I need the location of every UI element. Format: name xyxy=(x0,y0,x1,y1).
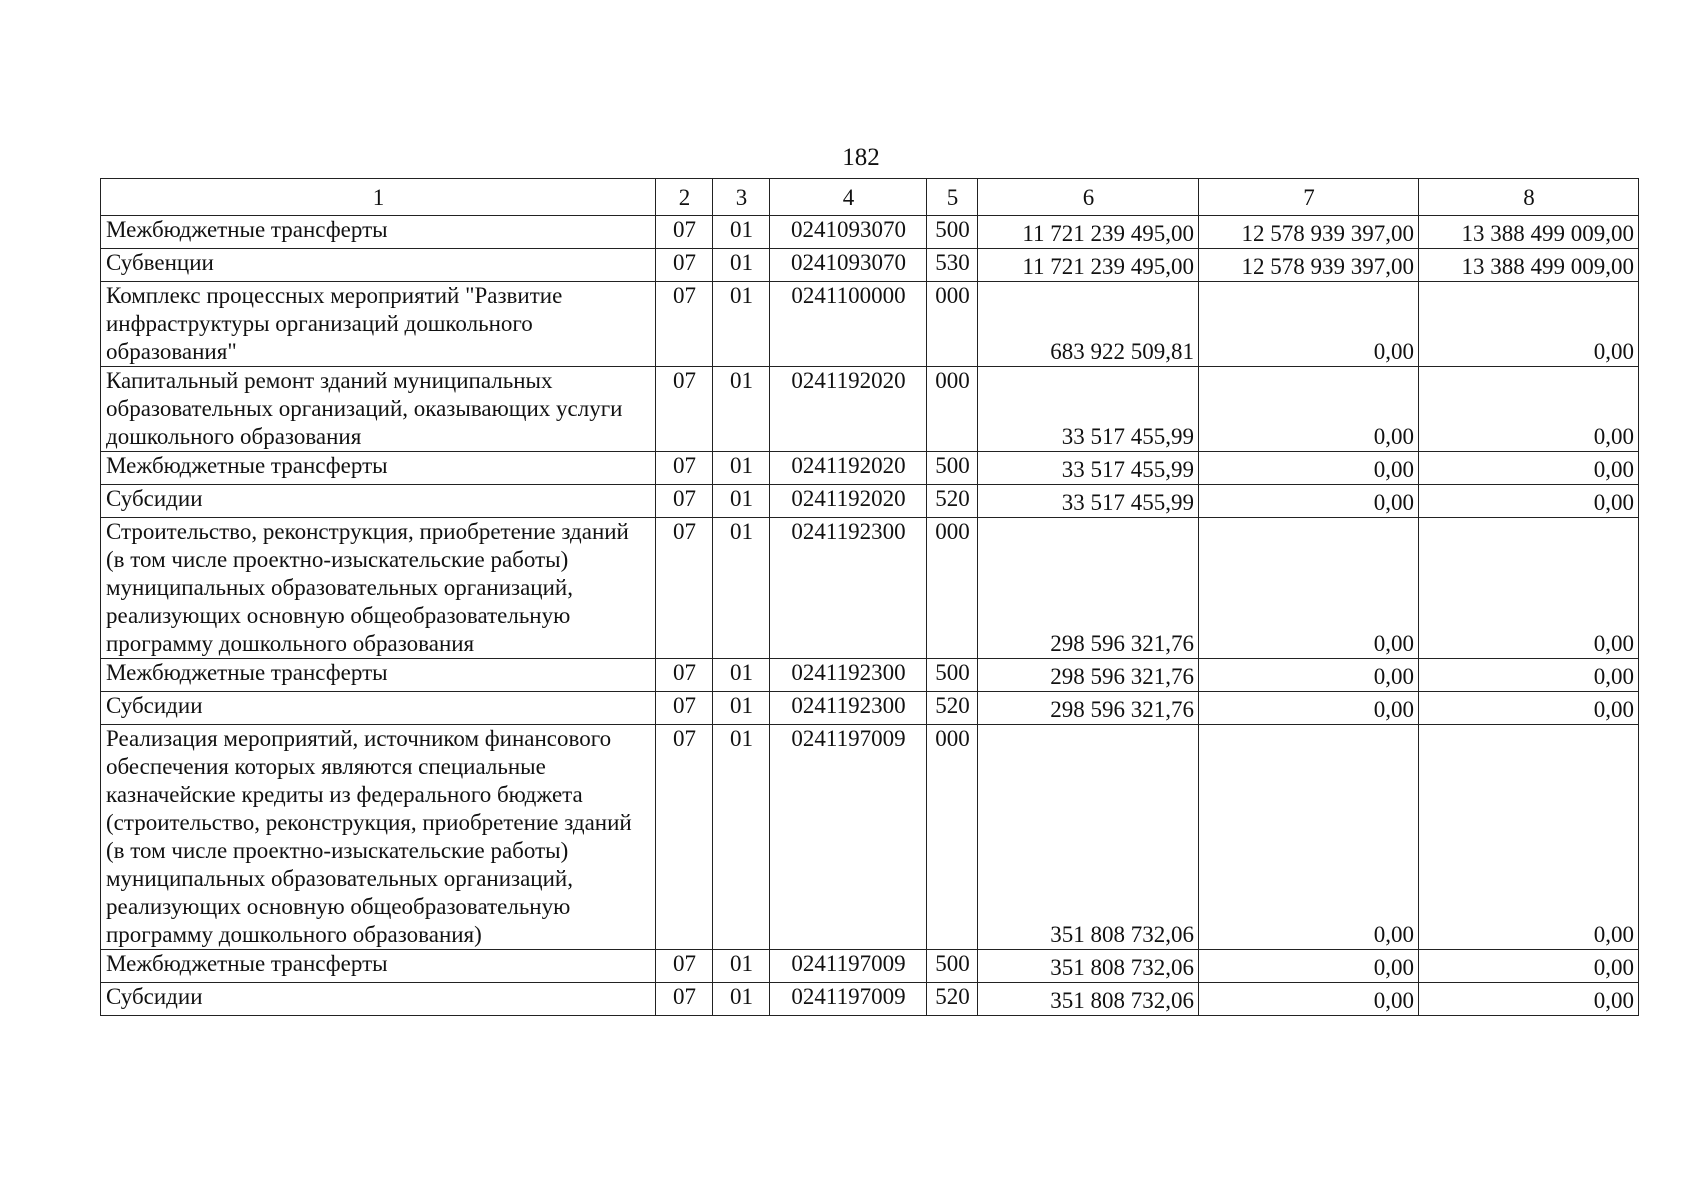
table-row xyxy=(101,367,1639,452)
table-row xyxy=(101,282,1639,367)
amount-value: 13 388 499 009,00 xyxy=(1461,221,1634,246)
section-code-cell: 07 xyxy=(656,518,713,659)
subsection-code-cell: 01 xyxy=(713,282,770,367)
table-row xyxy=(101,249,1639,282)
amount-col8-cell xyxy=(1419,485,1639,518)
target-article-cell: 0241197009 xyxy=(770,983,927,1016)
amount-value: 0,00 xyxy=(1593,424,1634,449)
amount-col8-cell xyxy=(1419,282,1639,367)
expense-type-cell: 000 xyxy=(927,282,978,367)
subsection-code-cell: 01 xyxy=(713,950,770,983)
amount-col8-cell xyxy=(1419,725,1639,950)
expense-name-cell: Комплекс процессных мероприятий "Развитие инфраструктуры организаций дошкольного образования" xyxy=(101,282,656,367)
amount-value: 0,00 xyxy=(1593,664,1634,689)
amount-col7-cell xyxy=(1199,367,1419,452)
section-code-cell: 07 xyxy=(656,950,713,983)
subsection-code-cell: 01 xyxy=(713,367,770,452)
expense-type-cell: 520 xyxy=(927,983,978,1016)
amount-col7-cell xyxy=(1199,659,1419,692)
amount-col6-cell xyxy=(978,659,1199,692)
column-header: 7 xyxy=(1199,179,1419,216)
subsection-code-cell: 01 xyxy=(713,452,770,485)
amount-value: 351 808 732,06 xyxy=(1050,922,1194,947)
expense-type-cell: 500 xyxy=(927,950,978,983)
amount-col8-cell xyxy=(1419,452,1639,485)
subsection-code-cell: 01 xyxy=(713,659,770,692)
amount-col6-cell xyxy=(978,692,1199,725)
column-header: 3 xyxy=(713,179,770,216)
target-article-cell: 0241192300 xyxy=(770,659,927,692)
table-row xyxy=(101,692,1639,725)
table-row xyxy=(101,950,1639,983)
amount-col6-cell xyxy=(978,518,1199,659)
column-header: 5 xyxy=(927,179,978,216)
table-row xyxy=(101,518,1639,659)
amount-col6-cell xyxy=(978,216,1199,249)
amount-col7-cell xyxy=(1199,216,1419,249)
amount-value: 0,00 xyxy=(1373,424,1414,449)
table-row xyxy=(101,983,1639,1016)
amount-value: 13 388 499 009,00 xyxy=(1461,254,1634,279)
amount-value: 0,00 xyxy=(1593,631,1634,656)
target-article-cell: 0241100000 xyxy=(770,282,927,367)
subsection-code-cell: 01 xyxy=(713,216,770,249)
amount-col7-cell xyxy=(1199,282,1419,367)
amount-value: 0,00 xyxy=(1373,490,1414,515)
table-row xyxy=(101,659,1639,692)
amount-col8-cell xyxy=(1419,518,1639,659)
amount-col6-cell xyxy=(978,249,1199,282)
amount-value: 298 596 321,76 xyxy=(1050,697,1194,722)
amount-value: 0,00 xyxy=(1593,922,1634,947)
subsection-code-cell: 01 xyxy=(713,725,770,950)
amount-col7-cell xyxy=(1199,452,1419,485)
column-header: 2 xyxy=(656,179,713,216)
amount-col6-cell xyxy=(978,485,1199,518)
subsection-code-cell: 01 xyxy=(713,518,770,659)
amount-col6-cell xyxy=(978,725,1199,950)
budget-table xyxy=(100,178,1639,1016)
amount-value: 298 596 321,76 xyxy=(1050,631,1194,656)
amount-value: 298 596 321,76 xyxy=(1050,664,1194,689)
column-header: 6 xyxy=(978,179,1199,216)
expense-type-cell: 500 xyxy=(927,216,978,249)
expense-type-cell: 520 xyxy=(927,485,978,518)
amount-col7-cell xyxy=(1199,249,1419,282)
target-article-cell: 0241197009 xyxy=(770,950,927,983)
amount-col8-cell xyxy=(1419,216,1639,249)
amount-col6-cell xyxy=(978,452,1199,485)
amount-value: 11 721 239 495,00 xyxy=(1022,221,1194,246)
amount-col8-cell xyxy=(1419,983,1639,1016)
expense-name-cell: Субсидии xyxy=(101,692,656,725)
target-article-cell: 0241192300 xyxy=(770,692,927,725)
amount-value: 12 578 939 397,00 xyxy=(1241,221,1414,246)
expense-type-cell: 000 xyxy=(927,725,978,950)
amount-value: 33 517 455,99 xyxy=(1061,457,1194,482)
target-article-cell: 0241197009 xyxy=(770,725,927,950)
section-code-cell: 07 xyxy=(656,983,713,1016)
table-row xyxy=(101,216,1639,249)
target-article-cell: 0241192020 xyxy=(770,452,927,485)
amount-value: 12 578 939 397,00 xyxy=(1241,254,1414,279)
table-row xyxy=(101,485,1639,518)
amount-value: 0,00 xyxy=(1373,988,1414,1013)
expense-name-cell: Межбюджетные трансферты xyxy=(101,950,656,983)
subsection-code-cell: 01 xyxy=(713,692,770,725)
column-header: 1 xyxy=(101,179,656,216)
amount-value: 0,00 xyxy=(1593,955,1634,980)
target-article-cell: 0241192300 xyxy=(770,518,927,659)
expense-name-cell: Субвенции xyxy=(101,249,656,282)
amount-col8-cell xyxy=(1419,659,1639,692)
expense-type-cell: 500 xyxy=(927,659,978,692)
amount-value: 0,00 xyxy=(1593,697,1634,722)
target-article-cell: 0241093070 xyxy=(770,249,927,282)
expense-type-cell: 500 xyxy=(927,452,978,485)
amount-value: 0,00 xyxy=(1593,457,1634,482)
section-code-cell: 07 xyxy=(656,367,713,452)
table-row xyxy=(101,452,1639,485)
amount-col8-cell xyxy=(1419,367,1639,452)
section-code-cell: 07 xyxy=(656,659,713,692)
section-code-cell: 07 xyxy=(656,249,713,282)
expense-type-cell: 520 xyxy=(927,692,978,725)
section-code-cell: 07 xyxy=(656,452,713,485)
amount-col7-cell xyxy=(1199,692,1419,725)
amount-value: 683 922 509,81 xyxy=(1050,339,1194,364)
amount-col6-cell xyxy=(978,282,1199,367)
expense-type-cell: 000 xyxy=(927,518,978,659)
amount-col7-cell xyxy=(1199,983,1419,1016)
amount-value: 0,00 xyxy=(1593,339,1634,364)
amount-col7-cell xyxy=(1199,518,1419,659)
expense-name-cell: Строительство, реконструкция, приобретение зданий (в том числе проектно-изыскательские работы) муниципальных образовательных организаций, реализующих основную общеобразовательную программу дошкольного образования xyxy=(101,518,656,659)
amount-col8-cell xyxy=(1419,249,1639,282)
section-code-cell: 07 xyxy=(656,216,713,249)
target-article-cell: 0241093070 xyxy=(770,216,927,249)
expense-name-cell: Субсидии xyxy=(101,983,656,1016)
amount-value: 0,00 xyxy=(1373,457,1414,482)
amount-col8-cell xyxy=(1419,950,1639,983)
amount-value: 0,00 xyxy=(1373,631,1414,656)
expense-name-cell: Субсидии xyxy=(101,485,656,518)
amount-value: 0,00 xyxy=(1373,922,1414,947)
expense-type-cell: 530 xyxy=(927,249,978,282)
column-header: 8 xyxy=(1419,179,1639,216)
expense-name-cell: Межбюджетные трансферты xyxy=(101,452,656,485)
subsection-code-cell: 01 xyxy=(713,485,770,518)
amount-col6-cell xyxy=(978,950,1199,983)
page-number: 182 xyxy=(842,144,880,171)
amount-value: 33 517 455,99 xyxy=(1061,490,1194,515)
amount-value: 0,00 xyxy=(1593,490,1634,515)
column-header: 4 xyxy=(770,179,927,216)
expense-name-cell: Межбюджетные трансферты xyxy=(101,659,656,692)
amount-col6-cell xyxy=(978,367,1199,452)
expense-name-cell: Реализация мероприятий, источником финансового обеспечения которых являются специальные казначейские кредиты из федерального бюджета (строительство, реконструкция, приобретение зданий (в том числе проектно-изыскательские работы) муниципальных образовательных организаций, реализующих основную общеобразовательную программу дошкольного образования) xyxy=(101,725,656,950)
amount-value: 0,00 xyxy=(1373,664,1414,689)
amount-col7-cell xyxy=(1199,725,1419,950)
section-code-cell: 07 xyxy=(656,282,713,367)
expense-type-cell: 000 xyxy=(927,367,978,452)
table-row xyxy=(101,725,1639,950)
amount-col7-cell xyxy=(1199,950,1419,983)
target-article-cell: 0241192020 xyxy=(770,485,927,518)
section-code-cell: 07 xyxy=(656,692,713,725)
amount-value: 0,00 xyxy=(1593,988,1634,1013)
amount-value: 33 517 455,99 xyxy=(1061,424,1194,449)
table-header-row xyxy=(101,179,1639,216)
section-code-cell: 07 xyxy=(656,725,713,950)
amount-value: 0,00 xyxy=(1373,697,1414,722)
amount-value: 0,00 xyxy=(1373,955,1414,980)
amount-value: 351 808 732,06 xyxy=(1050,988,1194,1013)
amount-col6-cell xyxy=(978,983,1199,1016)
subsection-code-cell: 01 xyxy=(713,249,770,282)
amount-value: 351 808 732,06 xyxy=(1050,955,1194,980)
amount-col8-cell xyxy=(1419,692,1639,725)
table-body xyxy=(101,216,1639,1016)
amount-col7-cell xyxy=(1199,485,1419,518)
expense-name-cell: Капитальный ремонт зданий муниципальных образовательных организаций, оказывающих услуги дошкольного образования xyxy=(101,367,656,452)
amount-value: 0,00 xyxy=(1373,339,1414,364)
amount-value: 11 721 239 495,00 xyxy=(1022,254,1194,279)
target-article-cell: 0241192020 xyxy=(770,367,927,452)
subsection-code-cell: 01 xyxy=(713,983,770,1016)
section-code-cell: 07 xyxy=(656,485,713,518)
expense-name-cell: Межбюджетные трансферты xyxy=(101,216,656,249)
